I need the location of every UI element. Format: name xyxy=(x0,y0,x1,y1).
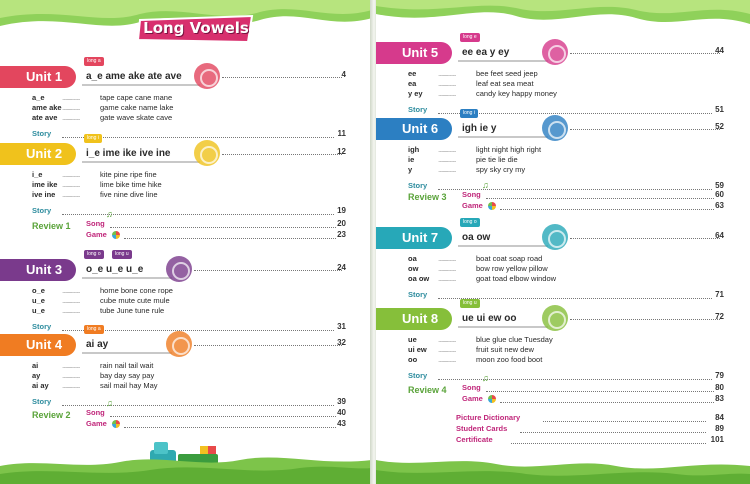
leader-dots xyxy=(110,227,336,228)
word-list-row xyxy=(32,170,157,180)
leader-dots: ................ xyxy=(62,103,80,112)
story-page-number[interactable]: 39 xyxy=(337,397,346,406)
example-words: cube mute cute mule xyxy=(100,296,170,305)
leader-dots xyxy=(438,379,712,380)
word-list-row xyxy=(32,306,164,316)
long-vowel-tag: long a xyxy=(84,325,104,334)
unit-page-number[interactable]: 44 xyxy=(715,46,724,55)
ball-icon xyxy=(488,395,496,403)
roll-icon xyxy=(194,63,220,89)
phonics-pattern: ow xyxy=(408,264,419,273)
appendix-page-number[interactable]: 89 xyxy=(715,424,724,433)
long-vowel-tag: long i xyxy=(84,134,102,143)
leader-dots: ................ xyxy=(438,335,456,344)
leader-dots: ................ xyxy=(62,113,80,122)
story-page-number[interactable]: 79 xyxy=(715,371,724,380)
roll-icon xyxy=(542,115,568,141)
word-list-row xyxy=(32,296,170,306)
story-page-number[interactable]: 51 xyxy=(715,105,724,114)
example-words: game cake name lake xyxy=(100,103,174,112)
example-words: tape cape cane mane xyxy=(100,93,173,102)
leader-dots xyxy=(570,319,720,320)
leader-dots: ................ xyxy=(438,355,456,364)
leader-dots xyxy=(124,238,336,239)
leader-dots: ................ xyxy=(62,170,80,179)
unit-tab[interactable]: Unit 8 xyxy=(376,308,452,330)
word-list-row xyxy=(32,93,172,103)
long-vowel-tag: long u xyxy=(112,250,132,259)
long-vowel-tag: long o xyxy=(84,250,104,259)
top-wave-decoration xyxy=(376,0,750,40)
word-list-row xyxy=(32,371,154,381)
leader-dots: ................ xyxy=(438,69,456,78)
roll-icon xyxy=(166,331,192,357)
word-list-row xyxy=(32,190,158,200)
music-note-icon: ♫ xyxy=(482,180,489,190)
game-page-number[interactable]: 63 xyxy=(715,201,724,210)
story-page-number[interactable]: 71 xyxy=(715,290,724,299)
phonics-pattern: ee xyxy=(408,69,417,78)
roll-icon xyxy=(542,224,568,250)
roll-icon xyxy=(542,39,568,65)
leader-dots xyxy=(124,427,336,428)
unit-heading: oa ow xyxy=(458,231,548,247)
leader-dots: ................ xyxy=(438,155,456,164)
game-page-number[interactable]: 83 xyxy=(715,394,724,403)
phonics-pattern: ue xyxy=(408,335,417,344)
unit-heading: a_e ame ake ate ave xyxy=(82,70,200,86)
roll-icon xyxy=(194,140,220,166)
unit-tab[interactable]: Unit 7 xyxy=(376,227,452,249)
leader-dots xyxy=(222,154,342,155)
leader-dots: ................ xyxy=(438,274,456,283)
appendix-link[interactable]: Certificate xyxy=(456,435,493,444)
phonics-pattern: o_e xyxy=(32,286,45,295)
leader-dots: ................ xyxy=(62,190,80,199)
word-list-row xyxy=(408,355,542,365)
phonics-pattern: igh xyxy=(408,145,420,154)
unit-page-number[interactable]: 64 xyxy=(715,231,724,240)
story-link[interactable]: Story xyxy=(32,397,52,406)
phonics-pattern: ive ine xyxy=(32,190,56,199)
phonics-pattern: ay xyxy=(32,371,41,380)
unit-page-number[interactable]: 12 xyxy=(337,147,346,156)
story-link[interactable]: Story xyxy=(408,371,428,380)
example-words: fruit suit new dew xyxy=(476,345,534,354)
example-words: leaf eat sea meat xyxy=(476,79,534,88)
music-note-icon: ♫ xyxy=(106,209,113,219)
word-list-row xyxy=(408,155,518,165)
song-page-number[interactable]: 80 xyxy=(715,383,724,392)
long-vowel-tag: long a xyxy=(84,57,104,66)
roll-icon xyxy=(166,256,192,282)
unit-tab[interactable]: Unit 6 xyxy=(376,118,452,140)
leader-dots: ................ xyxy=(438,165,456,174)
unit-heading: ee ea y ey xyxy=(458,46,548,62)
leader-dots: ................ xyxy=(62,180,80,189)
phonics-pattern: y ey xyxy=(408,89,423,98)
appendix-page-number[interactable]: 101 xyxy=(710,435,724,444)
phonics-pattern: ie xyxy=(408,155,415,164)
leader-dots xyxy=(486,198,714,199)
leader-dots xyxy=(511,443,706,444)
word-list-row xyxy=(32,361,153,371)
example-words: kite pine ripe fine xyxy=(100,170,157,179)
song-page-number[interactable]: 20 xyxy=(337,219,346,228)
leader-dots: ................ xyxy=(62,93,80,102)
appendix-link[interactable]: Picture Dictionary xyxy=(456,413,521,422)
long-vowel-tag: long o xyxy=(460,218,480,227)
leader-dots xyxy=(62,214,334,215)
example-words: sail mail hay May xyxy=(100,381,158,390)
example-words: candy key happy money xyxy=(476,89,557,98)
unit-heading: ue ui ew oo xyxy=(458,312,548,328)
phonics-pattern: ai ay xyxy=(32,381,49,390)
example-words: bee feet seed jeep xyxy=(476,69,538,78)
leader-dots xyxy=(500,402,714,403)
appendix-page-number[interactable]: 84 xyxy=(715,413,724,422)
left-page xyxy=(0,0,372,484)
example-words: rain nail tail wait xyxy=(100,361,154,370)
example-words: pie tie lie die xyxy=(476,155,518,164)
word-list-row xyxy=(408,165,525,175)
example-words: lime bike time hike xyxy=(100,180,162,189)
phonics-pattern: ime ike xyxy=(32,180,58,189)
phonics-pattern: oo xyxy=(408,355,418,364)
word-list-row xyxy=(32,103,173,113)
phonics-pattern: oa ow xyxy=(408,274,430,283)
word-list-row xyxy=(408,254,542,264)
word-list-row xyxy=(408,264,548,274)
leader-dots xyxy=(438,113,712,114)
unit-page-number[interactable]: 4 xyxy=(341,70,346,79)
leader-dots xyxy=(570,129,720,130)
ball-icon xyxy=(488,202,496,210)
song-link[interactable]: Song xyxy=(462,383,481,392)
example-words: boat coat soap road xyxy=(476,254,543,263)
phonics-pattern: y xyxy=(408,165,413,174)
story-link[interactable]: Story xyxy=(32,322,52,331)
leader-dots xyxy=(570,238,720,239)
word-list-row xyxy=(32,381,158,391)
unit-tab[interactable]: Unit 2 xyxy=(0,143,76,165)
unit-page-number[interactable]: 24 xyxy=(337,263,346,272)
leader-dots: ................ xyxy=(62,371,80,380)
word-list-row xyxy=(32,180,162,190)
story-page-number[interactable]: 11 xyxy=(337,129,346,138)
unit-heading: i_e ime ike ive ine xyxy=(82,147,200,163)
review-label[interactable]: Review 1 xyxy=(32,221,71,231)
example-words: light night high right xyxy=(476,145,542,154)
phonics-pattern: ai xyxy=(32,361,39,370)
leader-dots xyxy=(194,270,342,271)
leader-dots: ................ xyxy=(62,381,80,390)
music-note-icon: ♫ xyxy=(106,398,113,408)
example-words: spy sky cry my xyxy=(476,165,526,174)
leader-dots: ................ xyxy=(438,345,456,354)
leader-dots: ................ xyxy=(438,145,456,154)
unit-heading: ai ay xyxy=(82,338,172,354)
leader-dots xyxy=(222,77,342,78)
word-list-row xyxy=(408,274,556,284)
leader-dots: ................ xyxy=(62,361,80,370)
leader-dots xyxy=(543,421,706,422)
leader-dots xyxy=(110,416,336,417)
unit-page-number[interactable]: 72 xyxy=(715,312,724,321)
example-words: bay day say pay xyxy=(100,371,155,380)
review-label[interactable]: Review 4 xyxy=(408,385,447,395)
unit-heading: o_e u_e u_e xyxy=(82,263,172,279)
phonics-pattern: ame ake xyxy=(32,103,62,112)
game-page-number[interactable]: 43 xyxy=(337,419,346,428)
unit-heading: igh ie y xyxy=(458,122,548,138)
story-link[interactable]: Story xyxy=(408,181,428,190)
page-title: Long Vowels xyxy=(143,19,249,37)
leader-dots: ................ xyxy=(438,79,456,88)
story-link[interactable]: Story xyxy=(32,129,52,138)
song-link[interactable]: Song xyxy=(462,190,481,199)
leader-dots xyxy=(500,209,714,210)
leader-dots xyxy=(62,405,334,406)
leader-dots: ................ xyxy=(438,89,456,98)
roll-icon xyxy=(542,305,568,331)
song-link[interactable]: Song xyxy=(86,219,105,228)
game-link[interactable]: Game xyxy=(462,201,483,210)
example-words: tube June tune rule xyxy=(100,306,165,315)
long-vowel-tag: long u xyxy=(460,299,480,308)
grass-decoration xyxy=(376,450,750,484)
word-list-row xyxy=(408,79,534,89)
story-link[interactable]: Story xyxy=(32,206,52,215)
song-page-number[interactable]: 40 xyxy=(337,408,346,417)
game-link[interactable]: Game xyxy=(86,419,107,428)
phonics-pattern: ate ave xyxy=(32,113,58,122)
word-list-row xyxy=(408,145,541,155)
phonics-pattern: i_e xyxy=(32,170,43,179)
phonics-pattern: ea xyxy=(408,79,417,88)
ball-icon xyxy=(112,420,120,428)
word-list-row xyxy=(408,335,553,345)
word-list-row xyxy=(408,69,538,79)
review-label[interactable]: Review 3 xyxy=(408,192,447,202)
leader-dots: ................ xyxy=(62,296,80,305)
right-page xyxy=(376,0,750,484)
story-page-number[interactable]: 31 xyxy=(337,322,346,331)
unit-page-number[interactable]: 32 xyxy=(337,338,346,347)
long-vowel-tag: long e xyxy=(460,33,480,42)
leader-dots xyxy=(486,391,714,392)
song-link[interactable]: Song xyxy=(86,408,105,417)
phonics-pattern: u_e xyxy=(32,306,45,315)
leader-dots xyxy=(520,432,706,433)
word-list-row xyxy=(32,286,173,296)
story-page-number[interactable]: 59 xyxy=(715,181,724,190)
music-note-icon: ♫ xyxy=(482,373,489,383)
review-label[interactable]: Review 2 xyxy=(32,410,71,420)
example-words: five nine dive line xyxy=(100,190,158,199)
leader-dots: ................ xyxy=(438,254,456,263)
song-page-number[interactable]: 60 xyxy=(715,190,724,199)
ball-icon xyxy=(112,231,120,239)
example-words: moon zoo food boot xyxy=(476,355,543,364)
example-words: home bone cone rope xyxy=(100,286,173,295)
word-list-row xyxy=(32,113,172,123)
unit-tab[interactable]: Unit 3 xyxy=(0,259,76,281)
grass-decoration xyxy=(0,450,372,484)
unit-tab[interactable]: Unit 4 xyxy=(0,334,76,356)
story-page-number[interactable]: 19 xyxy=(337,206,346,215)
phonics-pattern: ui ew xyxy=(408,345,427,354)
appendix-link[interactable]: Student Cards xyxy=(456,424,508,433)
example-words: goat toad elbow window xyxy=(476,274,557,283)
leader-dots xyxy=(194,345,342,346)
word-list-row xyxy=(408,89,557,99)
phonics-pattern: oa xyxy=(408,254,417,263)
game-link[interactable]: Game xyxy=(86,230,107,239)
unit-tab[interactable]: Unit 1 xyxy=(0,66,76,88)
example-words: gate wave skate cave xyxy=(100,113,173,122)
long-vowel-tag: long i xyxy=(460,109,478,118)
unit-tab[interactable]: Unit 5 xyxy=(376,42,452,64)
story-link[interactable]: Story xyxy=(408,105,428,114)
leader-dots: ................ xyxy=(438,264,456,273)
phonics-pattern: u_e xyxy=(32,296,45,305)
game-page-number[interactable]: 23 xyxy=(337,230,346,239)
leader-dots: ................ xyxy=(62,286,80,295)
leader-dots: ................ xyxy=(62,306,80,315)
leader-dots xyxy=(570,53,720,54)
story-link[interactable]: Story xyxy=(408,290,428,299)
game-link[interactable]: Game xyxy=(462,394,483,403)
example-words: bow row yellow pillow xyxy=(476,264,548,273)
word-list-row xyxy=(408,345,534,355)
phonics-pattern: a_e xyxy=(32,93,45,102)
example-words: blue glue clue Tuesday xyxy=(476,335,553,344)
leader-dots xyxy=(62,137,334,138)
unit-page-number[interactable]: 52 xyxy=(715,122,724,131)
